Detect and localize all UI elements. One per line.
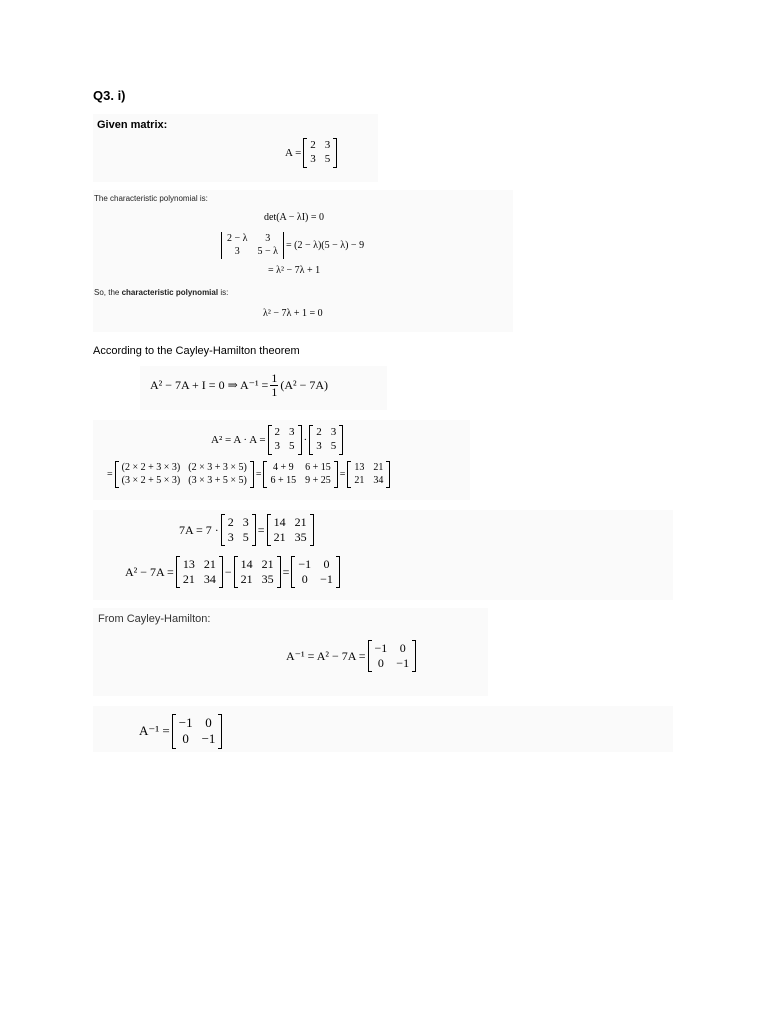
difference-result-matrix xyxy=(291,556,340,588)
matrix-cell: 21 xyxy=(182,572,195,586)
asquare-matrix-2 xyxy=(309,425,343,455)
matrix-cell: 14 xyxy=(240,557,253,571)
sums-matrix xyxy=(263,461,337,488)
matrix-cell: 0 xyxy=(377,656,384,670)
charpoly-intro: The characteristic polynomial is: xyxy=(94,194,208,203)
matrix-cell: 3 xyxy=(265,233,271,244)
cayley-fraction xyxy=(270,372,278,398)
matrix-cell: 3 xyxy=(274,439,281,452)
matrix-cell: 0 xyxy=(205,715,212,730)
matrix-cell: −1 xyxy=(320,572,333,586)
matrix-cell: 3 xyxy=(324,139,331,151)
matrix-cell: 13 xyxy=(182,557,195,571)
from-cayley-label: From Cayley-Hamilton: xyxy=(98,613,211,625)
matrix-a xyxy=(303,138,337,168)
matrix-cell: 5 xyxy=(242,530,249,544)
given-equation xyxy=(285,138,339,168)
equals-sign: = xyxy=(255,469,262,480)
seven-a-matrix xyxy=(221,514,256,546)
cayley-intro: According to the Cayley-Hamilton theorem xyxy=(93,345,300,357)
difference-matrix-1 xyxy=(176,556,223,588)
expanded-matrix xyxy=(115,461,254,488)
matrix-cell: 3 xyxy=(242,515,249,529)
equals-sign: = xyxy=(107,469,113,480)
matrix-cell: 21 xyxy=(354,474,365,486)
so-line xyxy=(94,288,228,297)
det-simplified: = λ² − 7λ + 1 xyxy=(268,265,321,276)
matrix-cell: 6 + 15 xyxy=(305,462,331,473)
dot-operator: · xyxy=(303,433,308,446)
matrix-cell: 0 xyxy=(323,557,330,571)
matrix-cell: −1 xyxy=(374,641,388,655)
cayley-eq-left: A² − 7A + I = 0 ⇒ A⁻¹ = xyxy=(150,377,269,392)
question-title: Q3. i) xyxy=(93,88,126,103)
matrix-cell: 21 xyxy=(203,557,216,571)
given-lhs: A = xyxy=(285,146,302,159)
difference-lhs: A² − 7A = xyxy=(125,564,174,579)
from-cayley-result-matrix xyxy=(368,640,417,672)
final-polynomial: λ² − 7λ + 1 = 0 xyxy=(263,308,323,319)
matrix-cell: 13 xyxy=(354,462,365,473)
matrix-cell: 0 xyxy=(399,641,406,655)
fraction-denominator: 1 xyxy=(271,384,278,399)
from-cayley-equation xyxy=(286,640,418,672)
matrix-cell: 5 xyxy=(289,439,295,452)
matrix-cell: 2 xyxy=(316,426,322,438)
matrix-cell: 21 xyxy=(261,557,274,571)
matrix-cell: 3 xyxy=(289,426,295,438)
matrix-cell: 14 xyxy=(273,515,286,529)
matrix-cell: 0 xyxy=(301,572,308,586)
matrix-cell: 3 xyxy=(316,439,322,452)
difference-matrix-2 xyxy=(234,556,281,588)
difference-line xyxy=(125,556,342,588)
matrix-cell: −1 xyxy=(298,557,312,571)
matrix-cell: 0 xyxy=(182,731,189,747)
matrix-cell: 21 xyxy=(294,515,307,529)
minus-operator: − xyxy=(224,564,232,579)
matrix-cell: −1 xyxy=(201,731,216,747)
det-equation: det(A − λI) = 0 xyxy=(264,212,325,223)
seven-a-result-matrix xyxy=(267,514,314,546)
matrix-cell: 21 xyxy=(240,572,253,586)
from-cayley-panel xyxy=(93,608,488,696)
charpoly-panel xyxy=(93,190,513,332)
asquare-matrix-1 xyxy=(268,425,302,455)
asquare-line2 xyxy=(107,461,392,488)
det-expand-text: = (2 − λ)(5 − λ) − 9 xyxy=(286,240,365,251)
matrix-cell: 3 xyxy=(330,426,337,438)
final-equation xyxy=(139,714,224,749)
matrix-cell: 21 xyxy=(273,530,286,544)
matrix-cell: 3 xyxy=(234,245,240,257)
matrix-cell: 2 xyxy=(274,426,281,438)
seven-a-panel xyxy=(93,510,673,600)
matrix-cell: 21 xyxy=(373,462,384,473)
equals-sign: = xyxy=(257,522,265,537)
matrix-cell: 9 + 25 xyxy=(305,474,331,486)
so-suffix: is: xyxy=(220,288,229,297)
so-prefix: So, the xyxy=(94,288,120,297)
cayley-eq-right: (A² − 7A) xyxy=(280,377,329,392)
matrix-cell: 3 xyxy=(310,152,316,165)
so-bold: characteristic polynomial xyxy=(121,288,219,297)
matrix-cell: (2 × 2 + 3 × 3) xyxy=(121,462,181,473)
given-matrix-panel xyxy=(93,114,378,182)
cayley-equation xyxy=(150,372,328,398)
matrix-cell: 2 xyxy=(310,139,316,151)
equals-sign: = xyxy=(282,564,290,579)
det-expansion xyxy=(219,232,364,259)
matrix-cell: 5 xyxy=(324,152,331,165)
seven-a-lhs: 7A = 7 · xyxy=(179,522,219,537)
matrix-cell: −1 xyxy=(178,715,193,730)
asquare-line1 xyxy=(211,425,345,455)
matrix-cell: 2 xyxy=(227,515,234,529)
matrix-cell: 2 − λ xyxy=(227,233,248,244)
given-heading: Given matrix: xyxy=(97,119,168,131)
matrix-cell: −1 xyxy=(396,656,410,670)
matrix-cell: 5 xyxy=(330,439,337,452)
matrix-cell: (3 × 3 + 5 × 5) xyxy=(188,474,247,486)
from-cayley-lhs: A⁻¹ = A² − 7A = xyxy=(286,648,366,663)
final-result-matrix xyxy=(172,714,223,749)
final-lhs: A⁻¹ = xyxy=(139,723,170,739)
matrix-cell: 34 xyxy=(203,572,216,586)
seven-a-line xyxy=(179,514,316,546)
matrix-cell: (2 × 3 + 3 × 5) xyxy=(188,462,247,473)
matrix-cell: 6 + 15 xyxy=(270,474,297,486)
matrix-cell: 35 xyxy=(261,572,274,586)
final-answer-panel xyxy=(93,706,673,752)
asquare-lhs: A² = A · A = xyxy=(211,433,266,446)
det-matrix xyxy=(221,232,284,259)
cayley-panel xyxy=(140,366,387,410)
equals-sign: = xyxy=(339,469,346,480)
matrix-cell: 5 − λ xyxy=(257,245,278,257)
matrix-cell: 35 xyxy=(294,530,307,544)
matrix-cell: 4 + 9 xyxy=(272,462,294,473)
matrix-cell: 3 xyxy=(227,530,234,544)
asquare-panel xyxy=(93,420,470,500)
fraction-numerator: 1 xyxy=(271,371,278,385)
matrix-cell: 34 xyxy=(373,474,384,486)
matrix-cell: (3 × 2 + 5 × 3) xyxy=(121,474,181,486)
asquare-result-matrix xyxy=(347,461,390,488)
